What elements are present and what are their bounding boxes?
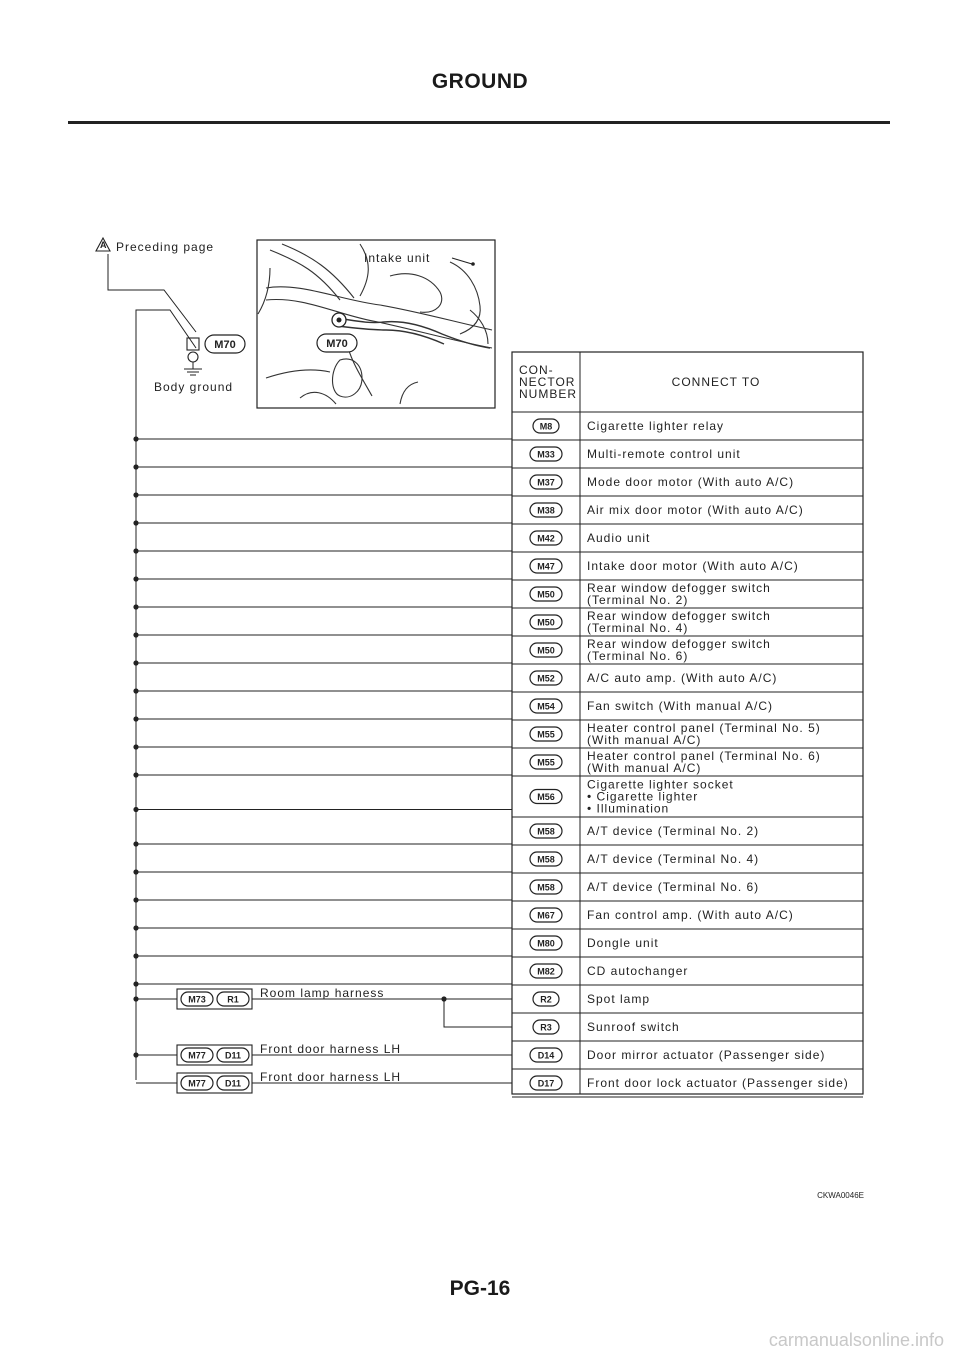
harness-joint: [177, 986, 384, 1009]
connector-number: M33: [537, 449, 555, 460]
harness-joint: [177, 1042, 401, 1065]
splice-dot: [133, 807, 138, 812]
table-row: [512, 992, 863, 1013]
splice-dot: [133, 869, 138, 874]
connector-number: M42: [537, 533, 555, 544]
connector-number: M38: [537, 505, 555, 516]
intake-unit-sketch: [257, 240, 495, 408]
connector-number: M58: [537, 826, 555, 837]
connector-number: M8: [539, 421, 553, 432]
joint-connector-left-label: M73: [188, 994, 206, 1005]
ground-connector-label: M70: [214, 339, 236, 351]
table-row: [512, 964, 863, 985]
splice-dot: [133, 772, 138, 777]
ref-wire: [108, 254, 196, 332]
splice-dot: [133, 548, 138, 553]
connect-to-text: Heater control panel (Terminal No. 6): [587, 749, 821, 763]
splice-dot: [441, 996, 446, 1001]
splice-dot: [133, 464, 138, 469]
table-row: [512, 1048, 863, 1069]
ref-letter: A: [100, 240, 107, 250]
connector-number: M50: [537, 589, 555, 600]
connector-number: M58: [537, 854, 555, 865]
table-row: [512, 475, 863, 496]
connect-to-text: Air mix door motor (With auto A/C): [587, 503, 804, 517]
table-row: [512, 699, 863, 720]
table-header-line-3: NUMBER: [519, 387, 578, 401]
splice-dot: [133, 604, 138, 609]
table-row: [512, 852, 863, 873]
connector-number: M67: [537, 910, 555, 921]
splice-dot: [133, 660, 138, 665]
joint-connector-right-label: D11: [224, 1078, 242, 1089]
table-header-connect-to: CONNECT TO: [671, 375, 761, 389]
connect-to-text: A/C auto amp. (With auto A/C): [587, 671, 778, 685]
body-ground-label: Body ground: [154, 380, 234, 394]
splice-dot: [133, 492, 138, 497]
table-row: [512, 447, 863, 468]
splice-dot: [133, 520, 138, 525]
intake-unit-label: Intake unit: [364, 251, 431, 265]
page-number: PG-16: [449, 1277, 511, 1300]
splice-dot: [133, 688, 138, 693]
connect-to-text: A/T device (Terminal No. 6): [587, 880, 760, 894]
splice-dot: [133, 897, 138, 902]
table-row: [512, 778, 863, 818]
splice-dot: [133, 576, 138, 581]
table-row: [512, 559, 863, 580]
site-watermark: carmanualsonline.info: [768, 1330, 944, 1350]
splice-dot: [133, 716, 138, 721]
joint-connector-left-label: M77: [188, 1050, 206, 1061]
connect-to-text: CD autochanger: [587, 964, 689, 978]
table-row: [512, 609, 863, 636]
connector-number: M56: [537, 792, 555, 802]
splice-dot: [133, 744, 138, 749]
harness-label: Front door harness LH: [260, 1042, 402, 1056]
table-row: [512, 419, 863, 440]
splice-dot: [133, 996, 138, 1001]
connect-to-text: A/T device (Terminal No. 4): [587, 852, 760, 866]
table-row: [512, 824, 863, 845]
connect-to-text: • Cigarette lighter: [587, 789, 699, 804]
connect-to-text: Spot lamp: [587, 992, 651, 1006]
connect-to-text: Heater control panel (Terminal No. 5): [587, 721, 821, 735]
connect-to-text: Intake door motor (With auto A/C): [587, 559, 799, 573]
connector-number: M82: [537, 966, 555, 977]
connector-number: M50: [537, 645, 555, 656]
connector-number: R2: [540, 994, 552, 1005]
connector-number: D17: [537, 1078, 555, 1089]
connector-number: M47: [537, 561, 555, 572]
splice-dot: [133, 436, 138, 441]
page-title: GROUND: [431, 70, 529, 93]
table-row: [512, 749, 863, 776]
connect-to-text: (Terminal No. 4): [587, 621, 689, 635]
photo-connector-label: M70: [326, 338, 348, 350]
connect-to-text: (With manual A/C): [587, 733, 702, 747]
ground-eyelet-icon: [188, 352, 198, 362]
table-row: [512, 581, 863, 608]
table-row: [512, 1020, 863, 1041]
connect-to-text: Audio unit: [587, 531, 651, 545]
splice-dot: [133, 925, 138, 930]
harness-joint: [177, 1070, 401, 1093]
connect-to-text: Dongle unit: [587, 936, 659, 950]
connect-to-text: (With manual A/C): [587, 761, 702, 775]
table-row: [512, 936, 863, 957]
joint-connector-right-label: R1: [227, 994, 239, 1005]
table-row: [512, 531, 863, 552]
splice-dot: [133, 632, 138, 637]
splice-dot: [133, 981, 138, 986]
connector-number: R3: [540, 1022, 552, 1033]
connect-to-text: Rear window defogger switch: [587, 581, 771, 595]
connect-to-text: Cigarette lighter relay: [587, 419, 725, 433]
connector-number: M50: [537, 617, 555, 628]
connector-number: M54: [537, 701, 555, 712]
table-row: [512, 637, 863, 664]
joint-connector-left-label: M77: [188, 1078, 206, 1089]
table-header-line-1: CON-: [519, 363, 554, 377]
connect-to-text: Cigarette lighter socket: [587, 777, 734, 792]
connect-to-text: Multi-remote control unit: [587, 447, 741, 461]
table-row: [512, 880, 863, 901]
preceding-page-label: Preceding page: [116, 240, 215, 254]
splice-dot: [133, 953, 138, 958]
ground-bus-wire: [136, 310, 196, 1080]
harness-label: Room lamp harness: [260, 986, 385, 1000]
connect-to-text: Door mirror actuator (Passenger side): [587, 1048, 826, 1062]
splice-dot: [133, 1052, 138, 1057]
table-row: [512, 908, 863, 929]
connect-to-text: Rear window defogger switch: [587, 609, 771, 623]
connect-to-text: A/T device (Terminal No. 2): [587, 824, 760, 838]
table-row: [512, 503, 863, 524]
connector-number: M37: [537, 477, 555, 488]
sunroof-branch-wire: [444, 999, 512, 1027]
connect-to-text: Fan switch (With manual A/C): [587, 699, 774, 713]
connector-number: M80: [537, 938, 555, 949]
connector-number: M55: [537, 729, 555, 740]
connect-to-text: Mode door motor (With auto A/C): [587, 475, 795, 489]
connector-number: M55: [537, 757, 555, 768]
connect-to-text: Fan control amp. (With auto A/C): [587, 908, 794, 922]
table-row: [512, 671, 863, 692]
connect-to-text: (Terminal No. 2): [587, 593, 689, 607]
splice-dot: [133, 841, 138, 846]
table-header-line-2: NECTOR: [519, 375, 576, 389]
connect-to-text: Sunroof switch: [587, 1020, 680, 1034]
connector-number: M52: [537, 673, 555, 684]
harness-label: Front door harness LH: [260, 1070, 402, 1084]
connect-to-text: Rear window defogger switch: [587, 637, 771, 651]
joint-connector-right-label: D11: [224, 1050, 242, 1061]
connector-number: M58: [537, 882, 555, 893]
connect-to-text: (Terminal No. 6): [587, 649, 689, 663]
table-row: [512, 721, 863, 748]
figure-code: CKWA0046E: [817, 1191, 864, 1200]
connector-number: D14: [537, 1050, 555, 1061]
connect-to-text: Front door lock actuator (Passenger side): [587, 1076, 849, 1090]
connect-to-text: • Illumination: [587, 801, 670, 816]
